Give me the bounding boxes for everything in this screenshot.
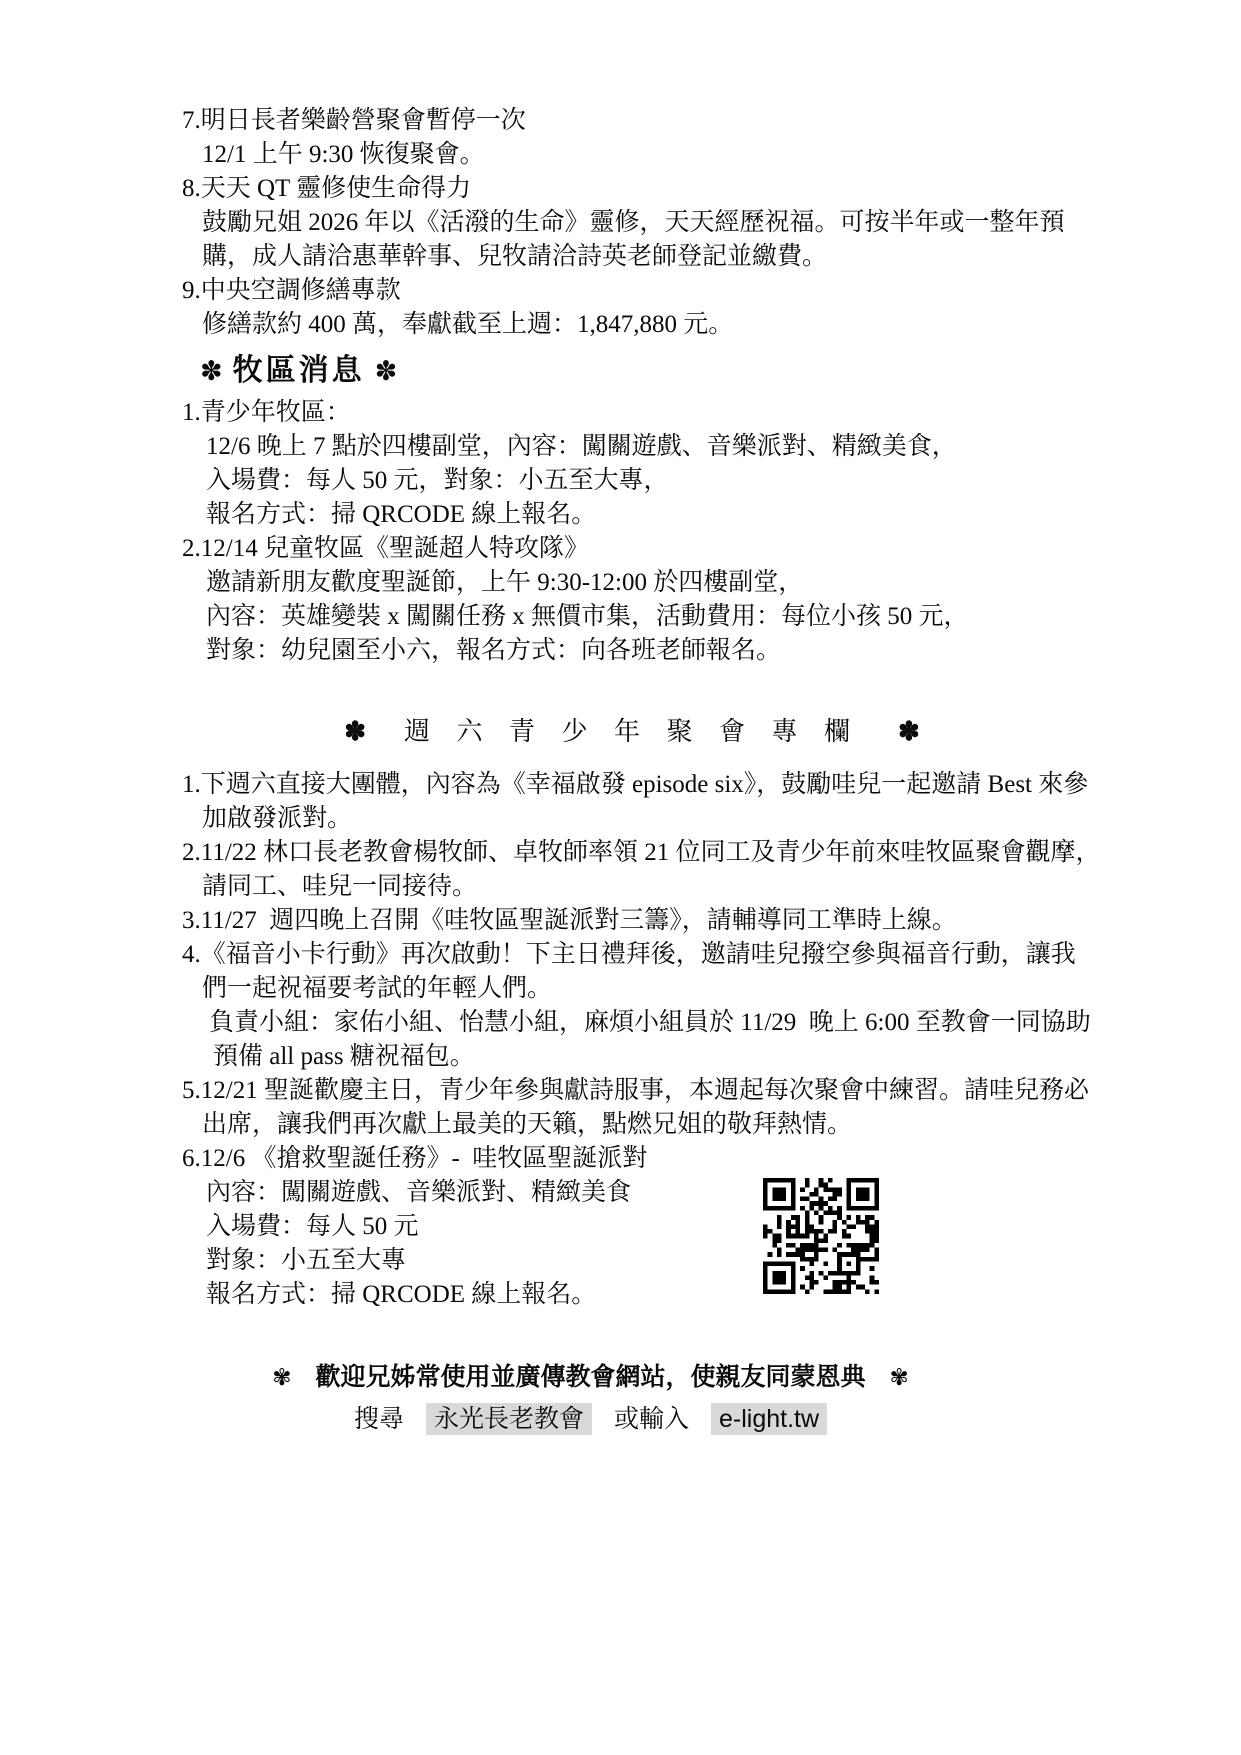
footer bbox=[60, 1360, 1121, 1436]
item-number: 6. bbox=[182, 1145, 201, 1172]
youth-item-6-line: 報名方式：掃 QRCODE 線上報名。 bbox=[206, 1281, 597, 1308]
item-title: 明日長者樂齡營聚會暫停一次 bbox=[200, 107, 526, 134]
item-title: 青少年牧區： bbox=[200, 399, 351, 426]
youth-item-2-line: 請同工、哇兒一同接待。 bbox=[202, 873, 478, 900]
district-item-1-line: 入場費：每人 50 元，對象：小五至大專， bbox=[206, 467, 669, 494]
announcement-item-9-line: 修繕款約 400 萬，奉獻截至上週：1,847,880 元。 bbox=[202, 311, 734, 338]
youth-column-section bbox=[182, 712, 1101, 1312]
announcement-item-9-title bbox=[182, 274, 1082, 308]
florette-icon: ✾ bbox=[272, 1364, 292, 1390]
flower-icon: ✽ bbox=[200, 356, 223, 386]
district-item-1-line: 報名方式：掃 QRCODE 線上報名。 bbox=[206, 501, 597, 528]
item-number: 2. bbox=[182, 535, 201, 562]
site-url: e-light.tw bbox=[711, 1403, 827, 1435]
footer-welcome-line bbox=[60, 1360, 1121, 1394]
announcement-item-8-line: 購，成人請洽惠華幹事、兒牧請洽詩英老師登記並繳費。 bbox=[202, 243, 828, 270]
item-title: 11/22 林口長老教會楊牧師、卓牧師率領 21 位同工及青少年前來哇牧區聚會觀摩， bbox=[200, 839, 1101, 866]
section-title: 週 六 青 少 年 聚 會 專 欄 bbox=[403, 717, 860, 746]
item-title: 《福音小卡行動》再次啟動！下主日禮拜後，邀請哇兒撥空參與福音行動，讓我 bbox=[200, 941, 1076, 968]
search-label: 搜尋 bbox=[353, 1405, 404, 1433]
youth-column-heading bbox=[182, 712, 1082, 752]
announcement-item-7-title bbox=[182, 104, 1082, 138]
youth-item-6-line: 入場費：每人 50 元 bbox=[206, 1213, 419, 1240]
item-number: 4. bbox=[182, 941, 201, 968]
announcements-section bbox=[182, 104, 1082, 342]
announcement-item-8-title bbox=[182, 172, 1082, 206]
youth-item-1-line: 加啟發派對。 bbox=[202, 805, 353, 832]
youth-item-4-title bbox=[182, 938, 1082, 972]
district-item-2-line: 邀請新朋友歡度聖誕節，上午 9:30-12:00 於四樓副堂， bbox=[206, 569, 804, 596]
youth-item-2-title bbox=[182, 836, 1101, 870]
item-number: 8. bbox=[182, 175, 201, 202]
item-number: 2. bbox=[182, 839, 201, 866]
florette-icon: ✾ bbox=[889, 1364, 909, 1390]
youth-item-5-title bbox=[182, 1074, 1089, 1108]
youth-item-6-line: 對象：小五至大專 bbox=[206, 1247, 407, 1274]
item-number: 3. bbox=[182, 907, 201, 934]
youth-item-4-line: 預備 all pass 糖祝福包。 bbox=[213, 1043, 475, 1070]
item-title: 中央空調修繕專款 bbox=[200, 277, 401, 304]
district-news-section bbox=[182, 352, 1082, 668]
district-item-2-line: 對象：幼兒園至小六，報名方式：向各班老師報名。 bbox=[206, 637, 782, 664]
item-title: 12/21 聖誕歡慶主日，青少年參與獻詩服事，本週起每次聚會中練習。請哇兒務必 bbox=[200, 1077, 1089, 1104]
flower-icon: ✽ bbox=[344, 717, 366, 746]
youth-item-4-line: 們一起祝福要考試的年輕人們。 bbox=[202, 975, 553, 1002]
item-number: 5. bbox=[182, 1077, 201, 1104]
section-title: 牧區消息 bbox=[232, 354, 365, 387]
youth-item-5-line: 出席，讓我們再次獻上最美的天籟，點燃兄姐的敬拜熱情。 bbox=[202, 1111, 853, 1138]
item-title: 天天 QT 靈修使生命得力 bbox=[200, 175, 472, 202]
youth-item-6-line: 內容：闖關遊戲、音樂派對、精緻美食 bbox=[206, 1179, 632, 1206]
youth-item-1-title bbox=[182, 768, 1089, 802]
flower-icon: ✽ bbox=[898, 717, 920, 746]
district-news-heading bbox=[190, 352, 1082, 390]
youth-item-4-line: 負責小組：家佑小組、怡慧小組，麻煩小組員於 11/29 晚上 6:00 至教會一同協助 bbox=[209, 1009, 1091, 1036]
site-name: 永光長老教會 bbox=[426, 1403, 592, 1435]
item-number: 9. bbox=[182, 277, 201, 304]
item-title: 12/14 兒童牧區《聖誕超人特攻隊》 bbox=[200, 535, 589, 562]
item-title: 11/27 週四晚上召開《哇牧區聖誕派對三籌》，請輔導同工準時上線。 bbox=[200, 907, 957, 934]
announcement-item-8-line: 鼓勵兄姐 2026 年以《活潑的生命》靈修，天天經歷祝福。可按半年或一整年預 bbox=[202, 209, 1065, 236]
item-number: 1. bbox=[182, 771, 201, 798]
or-label: 或輸入 bbox=[613, 1405, 689, 1433]
item-number: 7. bbox=[182, 107, 201, 134]
footer-welcome-text: 歡迎兄姊常使用並廣傳教會網站，使親友同蒙恩典 bbox=[315, 1363, 866, 1391]
item-title: 12/6 《搶救聖誕任務》- 哇牧區聖誕派對 bbox=[200, 1145, 648, 1172]
youth-item-6-title bbox=[182, 1142, 1082, 1176]
registration-qrcode bbox=[763, 1178, 879, 1294]
item-number: 1. bbox=[182, 399, 201, 426]
youth-item-3-title bbox=[182, 904, 1082, 938]
bulletin-content bbox=[182, 104, 1101, 1312]
district-item-2-title bbox=[182, 532, 1082, 566]
flower-icon: ✽ bbox=[374, 356, 398, 386]
district-item-1-line: 12/6 晚上 7 點於四樓副堂，內容：闖關遊戲、音樂派對、精緻美食， bbox=[206, 433, 957, 460]
item-title: 下週六直接大團體，內容為《幸福啟發 episode six》，鼓勵哇兒一起邀請 Best 來參 bbox=[200, 771, 1089, 798]
announcement-item-7-line: 12/1 上午 9:30 恢復聚會。 bbox=[202, 141, 485, 168]
footer-search-line bbox=[60, 1402, 1121, 1436]
district-item-2-line: 內容：英雄變裝 x 闖關任務 x 無價市集，活動費用：每位小孩 50 元， bbox=[206, 603, 969, 630]
district-item-1-title bbox=[182, 396, 1082, 430]
